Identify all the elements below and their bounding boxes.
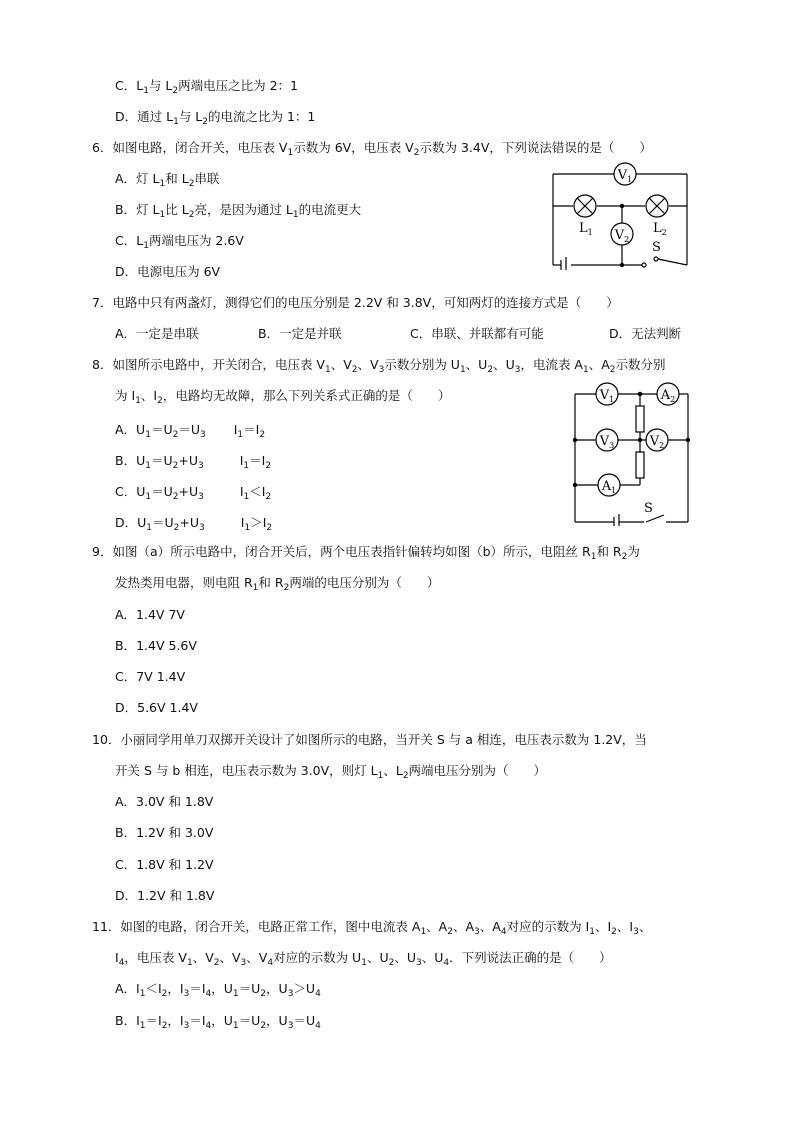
q8-circuit-diagram	[566, 378, 696, 526]
q6-option-c: C．$L_1$两端电压为 2.6V	[115, 233, 244, 251]
q8-stem-line2: 为 $I_1$、$I_2$，电路均无故障，那么下列关系式正确的是（ ）	[115, 388, 451, 406]
q9-stem-line1: 9．如图（a）所示电路中，闭合开关后，两个电压表指针偏转均如图（b）所示，电阻丝 $R_1$和 $R_2$为	[92, 544, 640, 562]
q5-option-c: C．$L_1$与 $L_2$两端电压之比为 2：1	[115, 78, 299, 96]
svg-text:A1: $A_1$	[601, 479, 617, 495]
q11-option-a: A．$I_1<I_2$，$I_3=I_4$，$U_1=U_2$，$U_3>U_4$	[115, 981, 321, 999]
q9-option-c: C．7V 1.4V	[115, 669, 186, 684]
q7-option-d: D．无法判断	[609, 326, 682, 341]
q9-option-d: D．5.6V 1.4V	[115, 700, 198, 715]
svg-text:L2: $L_2$	[653, 221, 667, 237]
q10-option-b: B．1.2V 和 3.0V	[115, 825, 214, 840]
svg-text:A2: $A_2$	[660, 388, 676, 404]
q7-option-b: B．一定是并联	[258, 326, 342, 341]
q6-option-d: D．电源电压为 6V	[115, 264, 221, 279]
svg-text:S: S	[652, 240, 661, 255]
q11-stem-line1: 11．如图的电路，闭合开关，电路正常工作，图中电流表 $A_1$、$A_2$、$A_3$、$A_4$对应的示数为 $I_1$、$I_2$、$I_3$、	[92, 919, 652, 937]
q7-option-c: C．串联、并联都有可能	[410, 326, 544, 341]
svg-text:V2: $V_2$	[614, 228, 630, 244]
q8-option-b: B．$U_1=U_2+U_3$ $I_1=I_2$	[115, 453, 272, 471]
svg-text:V2: $V_2$	[649, 434, 665, 450]
q10-option-c: C．1.8V 和 1.2V	[115, 857, 214, 872]
q10-stem-line1: 10．小丽同学用单刀双掷开关设计了如图所示的电路，当开关 S 与 a 相连，电压表示数为 1.2V，当	[92, 732, 647, 747]
q5-option-d: D．通过 $L_1$与 $L_2$的电流之比为 1：1	[115, 109, 316, 127]
q8-stem-line1: 8．如图所示电路中，开关闭合，电压表 $V_1$、$V_2$、$V_3$示数分别为 $U_1$、$U_2$、$U_3$，电流表 $A_1$、$A_2$示数分别	[92, 357, 666, 375]
q8-option-a: A．$U_1=U_2=U_3$ $I_1=I_2$	[115, 422, 266, 440]
q7-stem: 7．电路中只有两盏灯，测得它们的电压分别是 2.2V 和 3.8V，可知两灯的连接方式是（ ）	[92, 295, 619, 310]
svg-text:V1: $V_1$	[617, 168, 633, 184]
q7-option-a: A．一定是串联	[115, 326, 199, 341]
q9-option-b: B．1.4V 5.6V	[115, 638, 197, 653]
svg-text:V3: $V_3$	[599, 434, 615, 450]
svg-text:L1: $L_1$	[579, 221, 593, 237]
q6-circuit-diagram	[545, 160, 695, 270]
q9-stem-line2: 发热类用电器，则电阻 $R_1$和 $R_2$两端的电压分别为（ ）	[115, 575, 440, 593]
q9-option-a: A．1.4V 7V	[115, 607, 185, 622]
q10-stem-line2: 开关 S 与 b 相连，电压表示数为 3.0V，则灯 $L_1$、$L_2$两端电压分别为（ ）	[115, 763, 547, 781]
q8-option-d: D．$U_1=U_2+U_3$ $I_1>I_2$	[115, 515, 273, 533]
svg-text:S: S	[644, 501, 653, 516]
q6-stem: 6．如图电路，闭合开关，电压表 $V_1$示数为 6V，电压表 $V_2$示数为 3.4V，下列说法错误的是（ ）	[92, 140, 652, 158]
q6-option-b: B．灯 $L_1$比 $L_2$亮，是因为通过 $L_1$的电流更大	[115, 202, 362, 220]
q10-option-a: A．3.0V 和 1.8V	[115, 794, 214, 809]
q8-option-c: C．$U_1=U_2+U_3$ $I_1<I_2$	[115, 484, 272, 502]
q11-option-b: B．$I_1=I_2$，$I_3=I_4$，$U_1=U_2$，$U_3=U_4$	[115, 1013, 321, 1031]
q6-option-a: A．灯 $L_1$和 $L_2$串联	[115, 171, 220, 189]
q11-stem-line2: $I_4$，电压表 $V_1$、$V_2$、$V_3$、$V_4$对应的示数为 $U_1$、$U_2$、$U_3$、$U_4$．下列说法正确的是（ ）	[115, 950, 612, 968]
q10-option-d: D．1.2V 和 1.8V	[115, 888, 215, 903]
svg-text:V1: $V_1$	[599, 388, 615, 404]
